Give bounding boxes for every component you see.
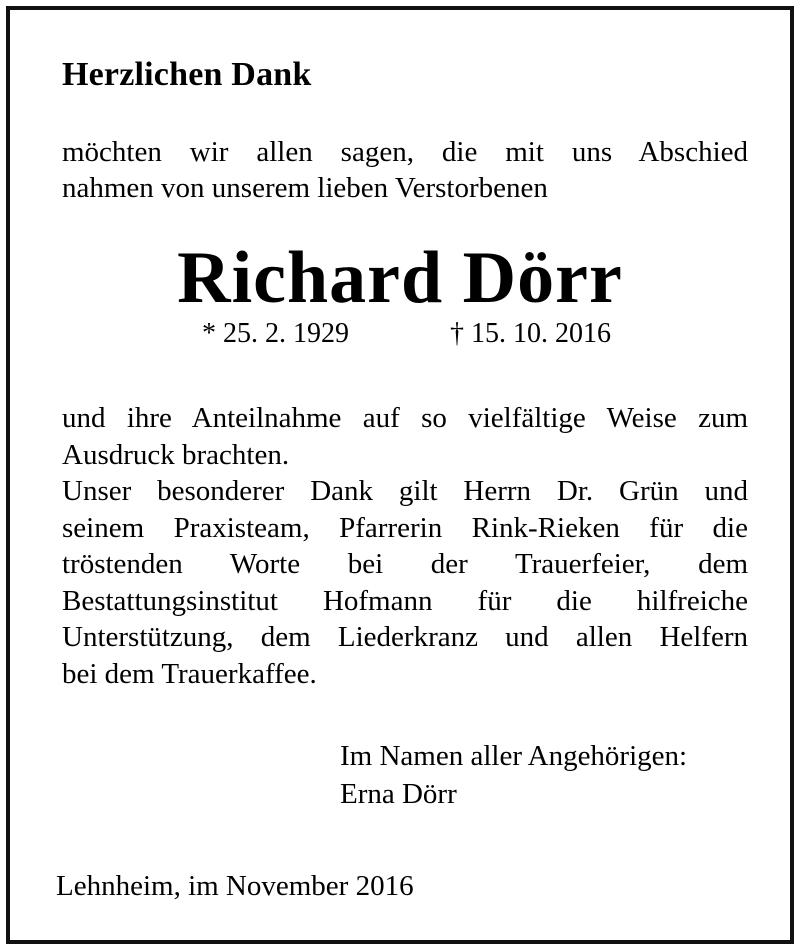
body-line: tröstenden Worte bei der Trauerfeier, dem: [62, 548, 748, 580]
body-line: Bestattungsinstitut Hofmann für die hilfreiche: [62, 584, 748, 617]
birth-date: * 25. 2. 1929: [202, 318, 349, 349]
deceased-name: Richard Dörr: [177, 237, 623, 319]
intro-text: [62, 134, 748, 206]
signature-name: Erna Dörr: [340, 778, 457, 810]
body-line: Unterstützung, dem Liederkranz und allen Helfern: [62, 621, 748, 653]
body-line: Unser besonderer Dank gilt Herrn Dr. Grün und: [62, 475, 748, 507]
body-line: seinem Praxisteam, Pfarrerin Rink-Rieken für die: [62, 511, 748, 544]
obituary-notice: [6, 6, 794, 944]
intro-line: möchten wir allen sagen, die mit uns Abschied: [62, 136, 748, 168]
body-line: bei dem Trauerkaffee.: [62, 657, 317, 690]
signature-label: Im Namen aller Angehörigen:: [340, 740, 688, 772]
body-text: [62, 400, 748, 692]
heading: Herzlichen Dank: [62, 56, 312, 93]
body-line: Ausdruck brachten.: [62, 438, 290, 471]
death-date: † 15. 10. 2016: [450, 318, 611, 349]
place-date: Lehnheim, im November 2016: [56, 870, 414, 902]
intro-line: nahmen von unserem lieben Verstorbenen: [62, 172, 548, 204]
body-line: und ihre Anteilnahme auf so vielfältige Weise zum: [62, 402, 748, 434]
